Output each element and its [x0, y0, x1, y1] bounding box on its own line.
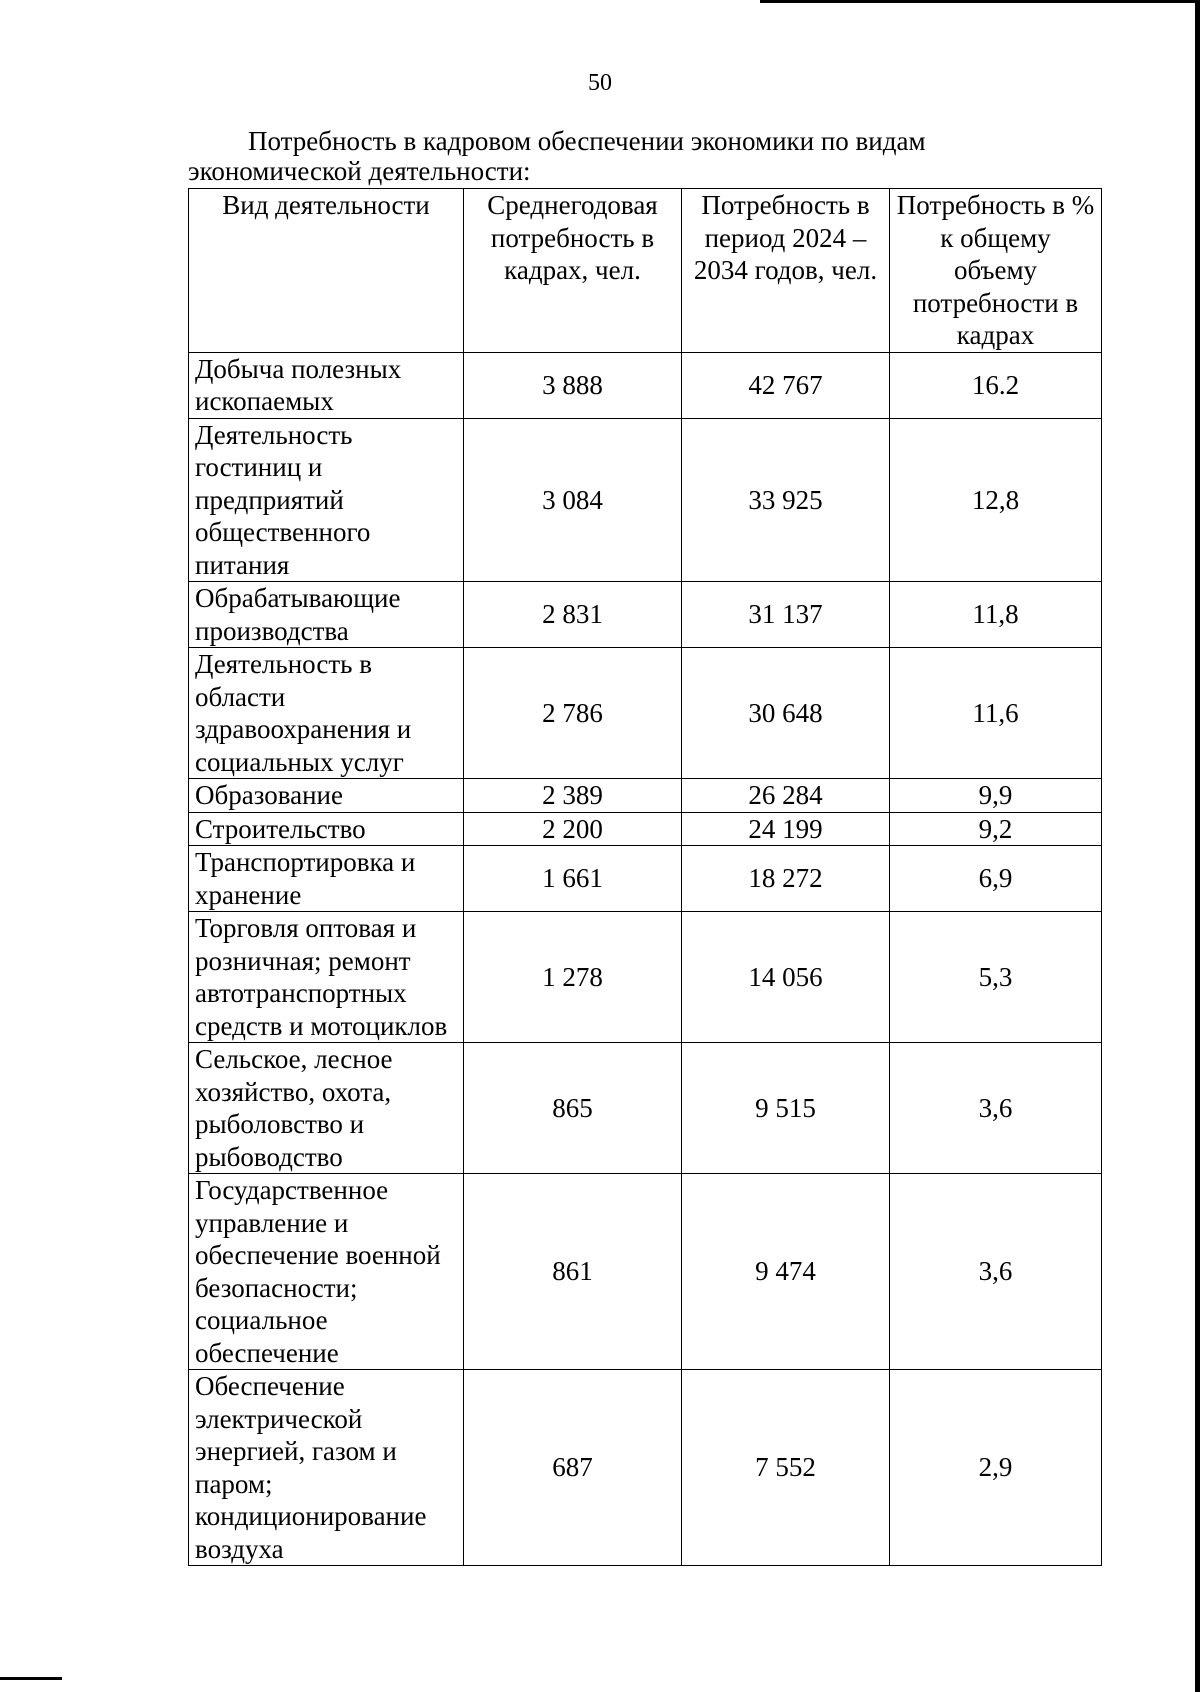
cell-percent-share: 16.2	[890, 352, 1102, 418]
table-row	[189, 418, 1102, 582]
cell-activity: Деятельность гостиниц и предприятий общественного питания	[189, 418, 464, 582]
intro-paragraph: Потребность в кадровом обеспечении экономики по видам экономической деятельности:	[188, 126, 926, 186]
header-annual-need: Среднегодовая потребность в кадрах, чел.	[464, 189, 682, 353]
cell-annual-need: 3 084	[464, 418, 682, 582]
scan-edge-bottom	[0, 1677, 62, 1680]
scan-edge-right	[1195, 0, 1200, 1692]
cell-annual-need: 2 389	[464, 779, 682, 813]
cell-percent-share: 9,9	[890, 779, 1102, 813]
cell-annual-need: 687	[464, 1370, 682, 1566]
cell-annual-need: 3 888	[464, 352, 682, 418]
cell-percent-share: 11,8	[890, 582, 1102, 648]
cell-activity: Торговля оптовая и розничная; ремонт автотранспортных средств и мотоциклов	[189, 912, 464, 1043]
cell-percent-share: 11,6	[890, 648, 1102, 779]
cell-period-need: 24 199	[682, 812, 890, 846]
cell-period-need: 14 056	[682, 912, 890, 1043]
cell-period-need: 26 284	[682, 779, 890, 813]
cell-percent-share: 6,9	[890, 846, 1102, 912]
cell-annual-need: 1 661	[464, 846, 682, 912]
cell-period-need: 31 137	[682, 582, 890, 648]
staff-needs-table	[188, 188, 1102, 1566]
cell-annual-need: 1 278	[464, 912, 682, 1043]
header-percent-share: Потребность в % к общему объему потребности в кадрах	[890, 189, 1102, 353]
cell-percent-share: 5,3	[890, 912, 1102, 1043]
cell-percent-share: 3,6	[890, 1043, 1102, 1174]
cell-period-need: 9 515	[682, 1043, 890, 1174]
cell-activity: Добыча полезных ископаемых	[189, 352, 464, 418]
cell-activity: Государственное управление и обеспечение военной безопасности; социальное обеспечение	[189, 1174, 464, 1370]
cell-annual-need: 2 786	[464, 648, 682, 779]
cell-activity: Строительство	[189, 812, 464, 846]
cell-annual-need: 2 200	[464, 812, 682, 846]
table-row	[189, 812, 1102, 846]
cell-percent-share: 2,9	[890, 1370, 1102, 1566]
cell-activity: Деятельность в области здравоохранения и социальных услуг	[189, 648, 464, 779]
cell-percent-share: 3,6	[890, 1174, 1102, 1370]
cell-period-need: 7 552	[682, 1370, 890, 1566]
cell-period-need: 33 925	[682, 418, 890, 582]
cell-activity: Транспортировка и хранение	[189, 846, 464, 912]
cell-period-need: 42 767	[682, 352, 890, 418]
page-number: 50	[588, 70, 612, 96]
cell-activity: Образование	[189, 779, 464, 813]
cell-annual-need: 865	[464, 1043, 682, 1174]
cell-period-need: 9 474	[682, 1174, 890, 1370]
cell-annual-need: 2 831	[464, 582, 682, 648]
header-period-need: Потребность в период 2024 – 2034 годов, чел.	[682, 189, 890, 353]
scan-edge-top	[760, 0, 1200, 3]
header-activity: Вид деятельности	[189, 189, 464, 353]
cell-percent-share: 9,2	[890, 812, 1102, 846]
table-row	[189, 1370, 1102, 1566]
table-header-row	[189, 189, 1102, 353]
table-row	[189, 779, 1102, 813]
cell-period-need: 30 648	[682, 648, 890, 779]
cell-annual-need: 861	[464, 1174, 682, 1370]
table-row	[189, 648, 1102, 779]
cell-activity: Обеспечение электрической энергией, газом и паром; кондиционирование воздуха	[189, 1370, 464, 1566]
cell-activity: Обрабатывающие производства	[189, 582, 464, 648]
table-row	[189, 1174, 1102, 1370]
table-row	[189, 1043, 1102, 1174]
table-row	[189, 352, 1102, 418]
cell-period-need: 18 272	[682, 846, 890, 912]
cell-activity: Сельское, лесное хозяйство, охота, рыболовство и рыбоводство	[189, 1043, 464, 1174]
table-row	[189, 912, 1102, 1043]
cell-percent-share: 12,8	[890, 418, 1102, 582]
table-row	[189, 582, 1102, 648]
table-row	[189, 846, 1102, 912]
